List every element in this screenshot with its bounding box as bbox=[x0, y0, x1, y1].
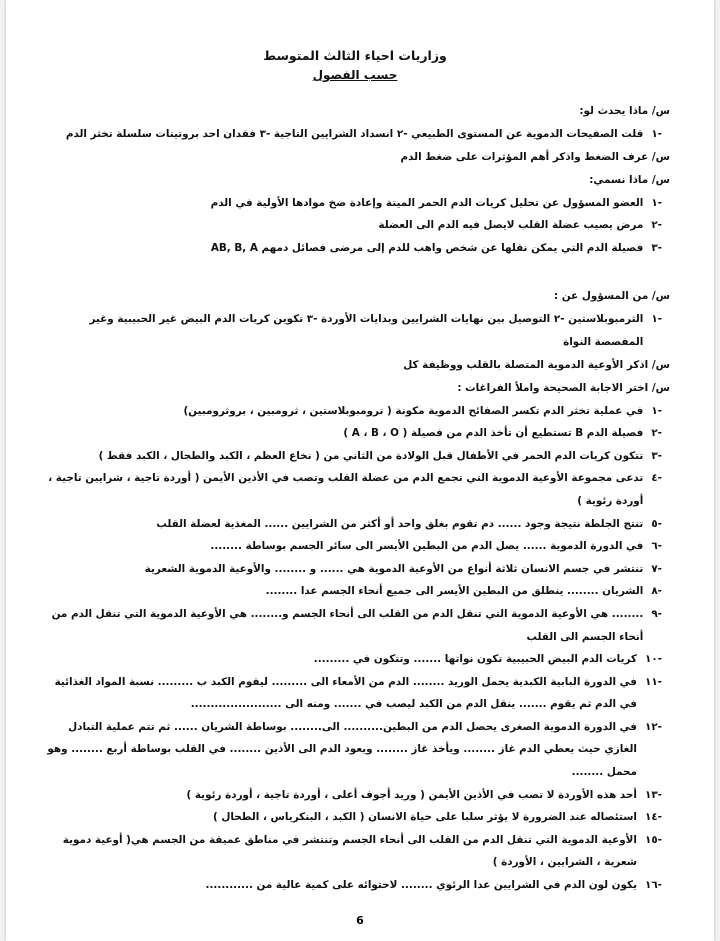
item-text: في الدورة الدموية ...... يصل الدم من البطين الأيسر الى سائر الجسم بوساطة ........ bbox=[210, 540, 644, 553]
item-number: -١ bbox=[651, 313, 662, 326]
question-item bbox=[40, 716, 670, 784]
item-text: قلت الصفيحات الدموية عن المستوى الطبيعي -٢ انسداد الشرايين التاجية -٣ فقدان احد بروتينات سلسلة تخثر الدم bbox=[65, 128, 644, 140]
item-number: -١١ bbox=[644, 675, 662, 688]
question-item bbox=[40, 400, 670, 423]
item-text: كريات الدم البيض الحبيبية تكون نواتها ....... وتتكون في ......... bbox=[313, 653, 637, 666]
question-item bbox=[40, 806, 670, 829]
question-heading: س/ ماذا يحدث لو: bbox=[579, 105, 670, 117]
page-subtitle: حسب الفصول bbox=[312, 68, 398, 82]
item-number: -٩ bbox=[651, 607, 662, 620]
question-item bbox=[40, 829, 670, 874]
item-number: -١ bbox=[651, 128, 662, 140]
question-heading: س/ اختر الاجابة الصحيحة واملأ الفراغات : bbox=[457, 381, 670, 394]
item-number: -١٢ bbox=[644, 720, 662, 733]
question-item bbox=[40, 467, 670, 512]
item-number: -١ bbox=[651, 404, 662, 417]
item-text: في الدورة البابية الكبدية يحمل الوريد ........ الدم من الأمعاء الى ......... ليقوم الكبد ب ......... نسبة المواد الغذائية في الدم ثم يقوم ....... ينقل الدم من الكبد ليصب في ....... ومنه الى ....................... bbox=[54, 675, 637, 711]
item-text: الثرمبوبلاستين -٢ التوصيل بين نهايات الشرايين وبدايات الأوردة -٣ تكوين كريات الدم البيض غير الحبيبية وغير المفصصة النواة bbox=[89, 313, 644, 348]
question-item bbox=[40, 648, 670, 671]
item-text: العضو المسؤول عن تحليل كريات الدم الحمر الميتة وإعادة ضخ موادها الأولية في الدم bbox=[210, 196, 644, 209]
item-number: -٥ bbox=[651, 517, 662, 530]
item-number: -١٥ bbox=[644, 833, 662, 846]
question-item bbox=[40, 308, 670, 353]
item-text: استئصاله عند الضرورة لا يؤثر سلبا على حياة الانسان ( الكبد ، البنكرياس ، الطحال ) bbox=[213, 811, 637, 824]
item-number: -٣ bbox=[651, 449, 662, 462]
item-number: -٤ bbox=[651, 472, 662, 485]
item-text: مرض يصيب عضلة القلب لايصل فيه الدم الى العضلة bbox=[378, 219, 644, 232]
document-page bbox=[6, 0, 714, 941]
item-text: في عملية تخثر الدم تكسر الصفائح الدموية مكونة ( ترومبوبلاستين ، ثرومبين ، بروثرومبين) bbox=[183, 404, 644, 417]
item-text: أحد هذه الأوردة لا تصب في الأذين الأيمن ( وريد أجوف أعلى ، أوردة تاجية ، أوردة رئوية ) bbox=[186, 788, 637, 801]
item-text: في الدورة الدموية الصغرى يحصل الدم من البطين.......... الى........ بوساطة الشريان ...... ثم تتم عملية التبادل الغازي حيث يعطي الدم غاز ........ ويأخذ غاز ........ ويعود الدم الى الأذين ........ في القلب بوساطة أربع ........ وهو محمل ........ bbox=[47, 720, 637, 779]
question-item bbox=[40, 422, 670, 445]
item-text: تنتشر في جسم الانسان ثلاثة أنواع من الأوعية الدموية هي ...... و ........ والأوعية الدموية الشعرية bbox=[144, 562, 644, 575]
item-text: فصيلة الدم B تستطيع أن تأخذ الدم من فصيلة ( A ، B ، O ) bbox=[343, 427, 644, 440]
question-item bbox=[40, 192, 670, 215]
question-item bbox=[40, 580, 670, 603]
item-text: فصيلة الدم التي يمكن نقلها عن شخص واهب للدم إلى مرضى فصائل دمهم AB, B, A bbox=[210, 241, 644, 254]
question-item bbox=[40, 123, 670, 146]
item-text: تنتج الجلطة نتيجة وجود ...... دم تقوم بغلق واحد أو أكثر من الشرايين ...... المغذية لعضلة القلب bbox=[156, 517, 644, 530]
question-item bbox=[40, 784, 670, 807]
question-item bbox=[40, 874, 670, 897]
item-number: -١٣ bbox=[644, 788, 662, 801]
item-number: -٢ bbox=[651, 427, 662, 440]
question-item bbox=[40, 445, 670, 468]
question-heading: س/ ماذا نسمي: bbox=[589, 173, 670, 186]
page-content bbox=[40, 46, 670, 897]
item-text: ........ هي الأوعية الدموية التي تنقل الدم من القلب الى أنحاء الجسم و........ هي الأوعية الدموية التي تنقل الدم من أنحاء الجسم الى القلب bbox=[51, 607, 644, 643]
page-title: وزاريات احياء الثالث المتوسط bbox=[263, 48, 447, 63]
section-spacer bbox=[40, 259, 670, 285]
question-item bbox=[40, 603, 670, 648]
item-number: -٧ bbox=[651, 562, 662, 575]
item-number: -٨ bbox=[651, 585, 662, 598]
item-text: الأوعية الدموية التي تنقل الدم من القلب الى أنحاء الجسم وتنتشر في مناطق عميقة من الجسم هي( أوعية دموية شعرية ، الشرايين ، الأوردة ) bbox=[62, 833, 637, 869]
question-item bbox=[40, 671, 670, 716]
question-heading: س/ من المسؤول عن : bbox=[554, 290, 670, 303]
question-item bbox=[40, 237, 670, 260]
item-number: -٦ bbox=[651, 540, 662, 553]
item-number: -١٠ bbox=[644, 653, 662, 666]
question-item bbox=[40, 535, 670, 558]
item-text: يكون لون الدم في الشرايين عدا الرئوي ........ لاحتوائه على كمية عالية من ............ bbox=[205, 879, 637, 892]
item-number: -١ bbox=[651, 196, 662, 209]
item-number: -٢ bbox=[651, 219, 662, 232]
item-text: تتكون كريات الدم الحمر في الأطفال قبل الولادة من الثاني من ( نخاع العظم ، الكبد والطحال ، الكبد فقط ) bbox=[98, 449, 644, 462]
question-item bbox=[40, 214, 670, 237]
item-text: تدعى مجموعة الأوعية الدموية التي تجمع الدم من عضلة القلب وتصب في الأذين الأيمن ( أوردة تاجية ، شرايين تاجية ، أوردة رئوية ) bbox=[48, 472, 644, 507]
page-number: 6 bbox=[356, 914, 364, 927]
item-number: -١٤ bbox=[644, 811, 662, 824]
question-heading: س/ اذكر الأوعية الدموية المتصلة بالقلب ووظيفة كل bbox=[403, 358, 670, 371]
item-number: -٣ bbox=[651, 241, 662, 254]
question-item bbox=[40, 558, 670, 581]
question-item bbox=[40, 513, 670, 536]
question-heading: س/ عرف الضغط واذكر أهم المؤثرات على ضغط الدم bbox=[400, 150, 670, 163]
item-text: الشريان ........ ينطلق من البطين الأيسر الى جميع أنحاء الجسم عدا ........ bbox=[265, 585, 644, 598]
item-number: -١٦ bbox=[644, 879, 662, 892]
